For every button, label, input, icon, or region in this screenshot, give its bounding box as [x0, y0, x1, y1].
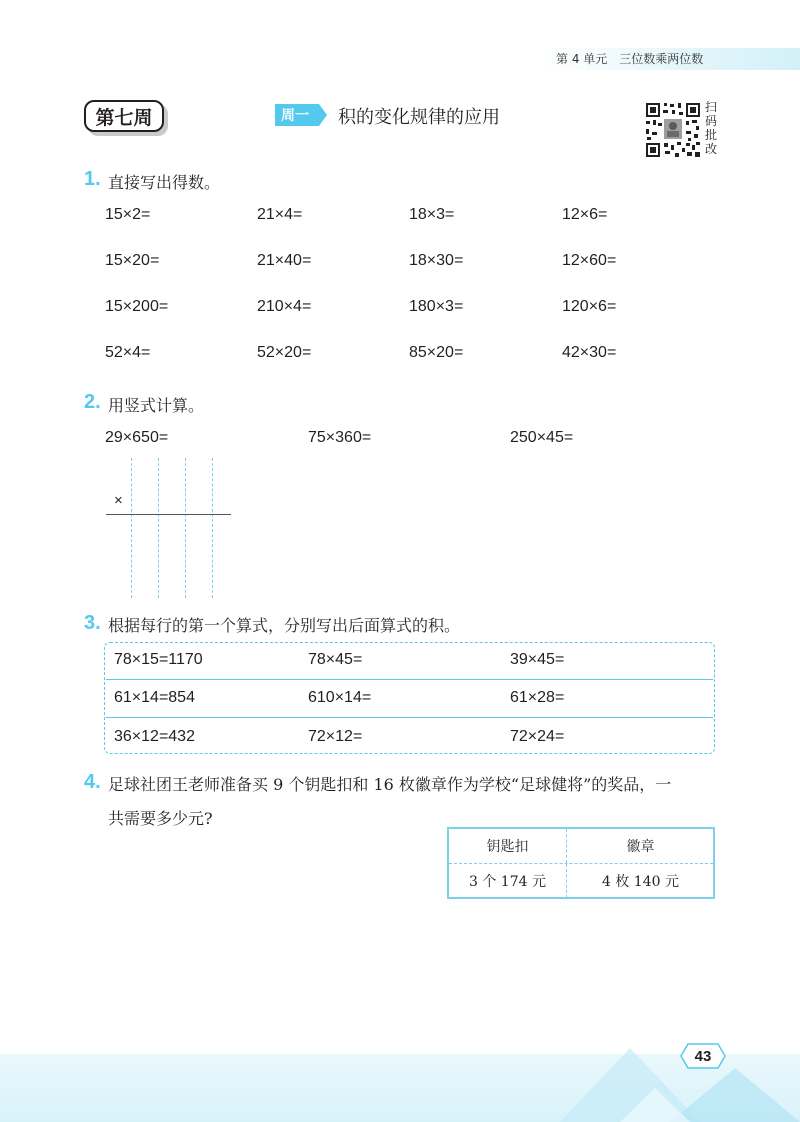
calc-grid-line	[212, 458, 213, 598]
price-table-header-row	[449, 829, 713, 864]
q3-cell: 36×12=432	[114, 728, 195, 745]
price-table-value-row	[449, 864, 713, 898]
q1-expr: 180×3=	[409, 298, 464, 315]
q1-expr: 21×40=	[257, 252, 312, 269]
q1-expr: 12×6=	[562, 206, 608, 223]
calc-grid-line	[158, 458, 159, 598]
q2-problem: 29×650=	[105, 429, 169, 446]
q1-expr: 210×4=	[257, 298, 312, 315]
q1-expr: 15×2=	[105, 206, 151, 223]
q1-expr: 42×30=	[562, 344, 617, 361]
q1-expr: 52×20=	[257, 344, 312, 361]
price-value-badge: 4 枚 140 元	[566, 864, 714, 898]
price-table	[447, 827, 715, 899]
times-sign: ×	[114, 492, 123, 509]
q3-cell: 61×28=	[510, 689, 565, 706]
calc-grid-line	[185, 458, 186, 598]
lesson-title: 积的变化规律的应用	[338, 107, 500, 128]
q3-cell: 39×45=	[510, 651, 565, 668]
q1-expr: 21×4=	[257, 206, 303, 223]
q2-title: 用竖式计算。	[108, 396, 205, 415]
q3-cell: 61×14=854	[114, 689, 195, 706]
q3-title: 根据每行的第一个算式，分别写出后面算式的积。	[108, 616, 461, 635]
price-header-keychain: 钥匙扣	[486, 839, 529, 855]
day-tag-label: 周一	[281, 108, 309, 124]
q3-cell: 72×24=	[510, 728, 565, 745]
q3-cell: 78×45=	[308, 651, 363, 668]
q2-number: 2.	[84, 391, 101, 413]
week-badge: 第七周	[84, 100, 164, 132]
price-header-badge: 徽章	[566, 829, 714, 863]
q1-expr: 18×3=	[409, 206, 455, 223]
q3-cell: 610×14=	[308, 689, 372, 706]
q2-problem: 75×360=	[308, 429, 372, 446]
qr-label: 扫 码 批 改	[704, 100, 717, 156]
page-number: 43	[694, 1047, 712, 1065]
calc-underline	[106, 514, 231, 515]
q1-number: 1.	[84, 168, 101, 190]
q1-expr: 18×30=	[409, 252, 464, 269]
price-value-keychain: 3 个 174 元	[469, 874, 546, 890]
unit-label: 第 4 单元	[556, 52, 608, 66]
q1-title: 直接写出得数。	[108, 173, 221, 192]
header-breadcrumb	[556, 50, 703, 67]
unit-topic: 三位数乘两位数	[619, 52, 704, 66]
qr-code-icon[interactable]	[644, 101, 702, 159]
q1-expr: 12×60=	[562, 252, 617, 269]
day-tag	[275, 104, 327, 126]
q1-expr: 52×4=	[105, 344, 151, 361]
q1-expr: 15×200=	[105, 298, 169, 315]
q3-row-divider	[106, 679, 713, 680]
q1-expr: 85×20=	[409, 344, 464, 361]
calc-grid-line	[131, 458, 132, 598]
q4-text-line1: 足球社团王老师准备买 9 个钥匙扣和 16 枚徽章作为学校“足球健将”的奖品，一	[108, 775, 672, 794]
q3-cell: 78×15=1170	[114, 651, 203, 668]
q1-expr: 120×6=	[562, 298, 617, 315]
q4-text-line2: 共需要多少元?	[108, 809, 213, 828]
q4-number: 4.	[84, 771, 101, 793]
q3-row-divider	[106, 717, 713, 718]
q1-expr: 15×20=	[105, 252, 160, 269]
q2-problem: 250×45=	[510, 429, 574, 446]
q3-number: 3.	[84, 612, 101, 634]
q3-cell: 72×12=	[308, 728, 363, 745]
